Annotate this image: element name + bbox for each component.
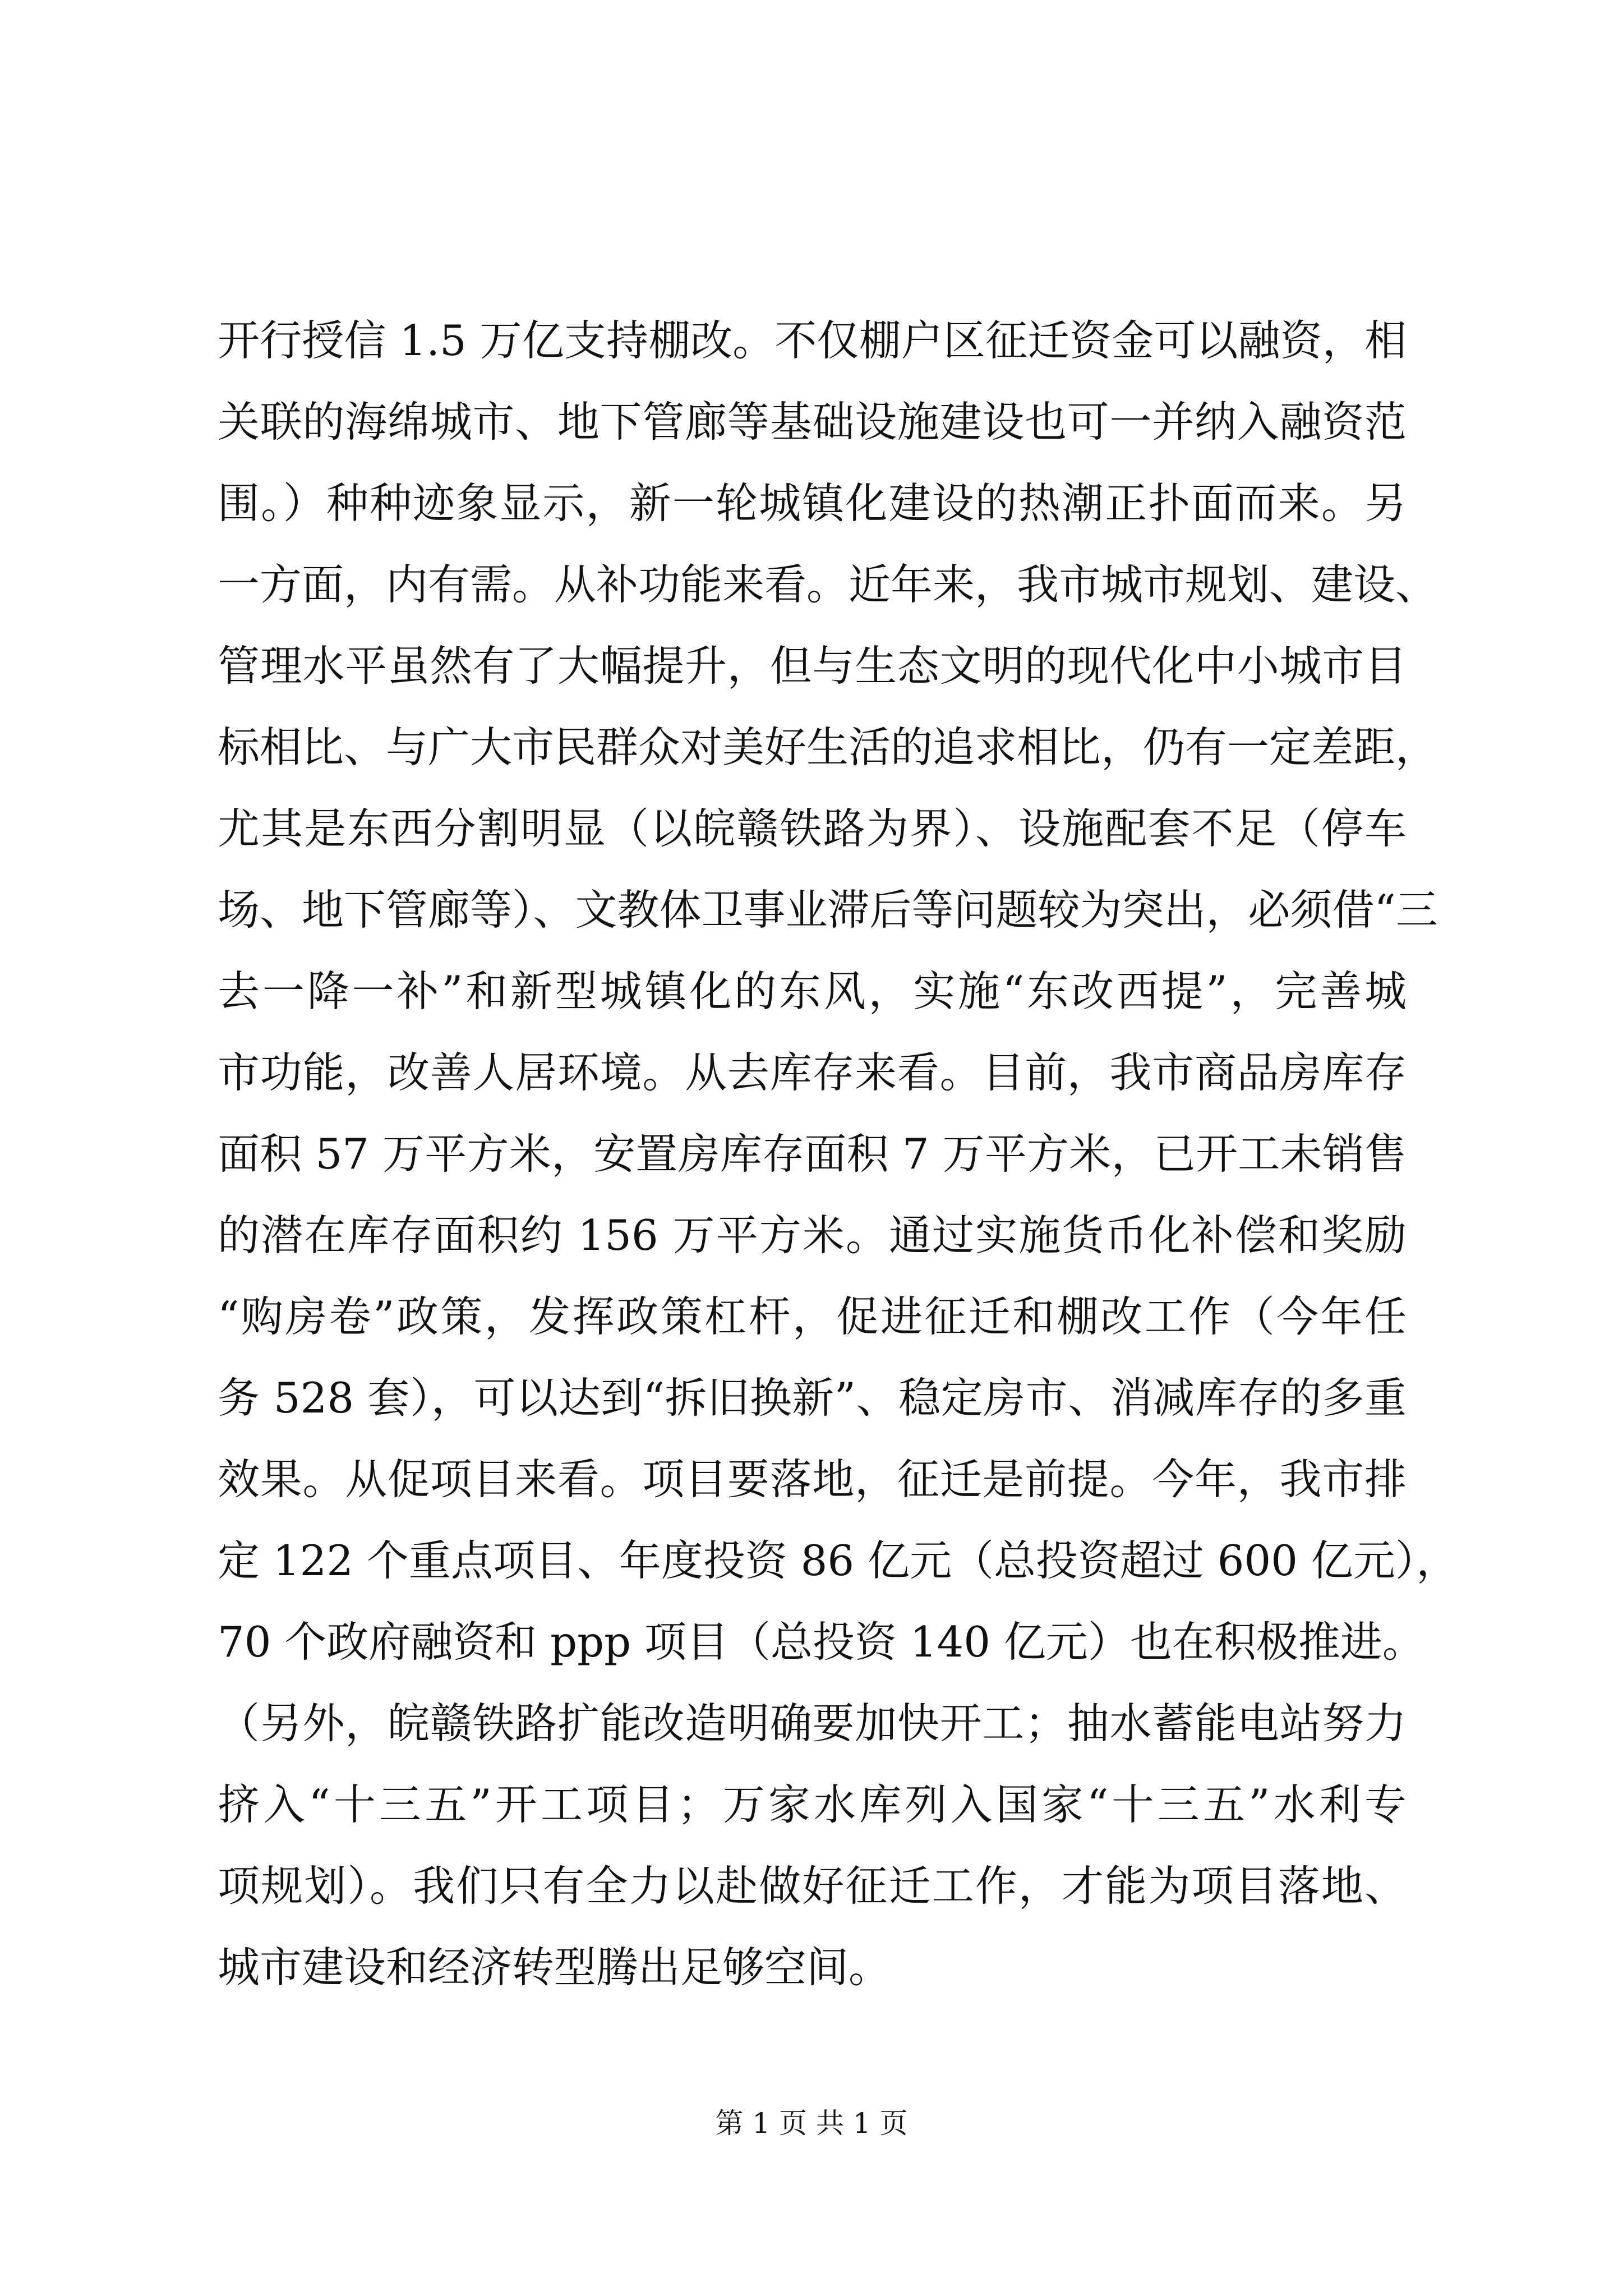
text-line: 务 528 套），可以达到“拆旧换新”、稳定房市、消减库存的多重 xyxy=(218,1373,1407,1423)
text-line: 一方面，内有需。从补功能来看。近年来，我市城市规划、建设、 xyxy=(218,560,1438,609)
text-line: 定 122 个重点项目、年度投资 86 亿元（总投资超过 600 亿元）， xyxy=(218,1536,1459,1585)
text-line: 尤其是东西分割明显（以皖赣铁路为界）、设施配套不足（停车 xyxy=(218,804,1407,853)
text-line: 开行授信 1.5 万亿支持棚改。不仅棚户区征迁资金可以融资，相 xyxy=(218,316,1407,365)
text-line: 70 个政府融资和 ppp 项目（总投资 140 亿元）也在积极推进。 xyxy=(218,1617,1424,1667)
text-line: 标相比、与广大市民群众对美好生活的追求相比，仍有一定差距， xyxy=(218,723,1438,772)
text-line: 去一降一补”和新型城镇化的东风，实施“东改西提”，完善城 xyxy=(218,967,1407,1016)
page-number-label: 第 1 页 共 1 页 xyxy=(715,2107,908,2139)
text-line: “购房卷”政策，发挥政策杠杆，促进征迁和棚改工作（今年任 xyxy=(218,1292,1407,1341)
text-line: 市功能，改善人居环境。从去库存来看。目前，我市商品房库存 xyxy=(218,1048,1407,1097)
text-line: 城市建设和经济转型腾出足够空间。 xyxy=(218,1943,891,1992)
text-line: 的潜在库存面积约 156 万平方米。通过实施货币化补偿和奖励 xyxy=(218,1211,1407,1260)
text-line: （另外，皖赣铁路扩能改造明确要加快开工；抽水蓄能电站努力 xyxy=(218,1699,1407,1748)
text-line: 管理水平虽然有了大幅提升，但与生态文明的现代化中小城市目 xyxy=(218,641,1407,691)
text-line: 围。）种种迹象显示，新一轮城镇化建设的热潮正扑面而来。另 xyxy=(218,478,1407,528)
text-line: 挤入“十三五”开工项目；万家水库列入国家“十三五”水利专 xyxy=(218,1780,1407,1829)
body-paragraph xyxy=(218,300,1459,2008)
page-footer xyxy=(0,2106,1623,2140)
text-line: 场、地下管廊等）、文教体卫事业滞后等问题较为突出，必须借“三 xyxy=(218,885,1438,935)
text-line: 项规划）。我们只有全力以赴做好征迁工作，才能为项目落地、 xyxy=(218,1861,1407,1911)
text-line: 面积 57 万平方米，安置房库存面积 7 万平方米，已开工未销售 xyxy=(218,1129,1407,1179)
text-line: 效果。从促项目来看。项目要落地，征迁是前提。今年，我市排 xyxy=(218,1455,1407,1504)
text-line: 关联的海绵城市、地下管廊等基础设施建设也可一并纳入融资范 xyxy=(218,397,1407,447)
